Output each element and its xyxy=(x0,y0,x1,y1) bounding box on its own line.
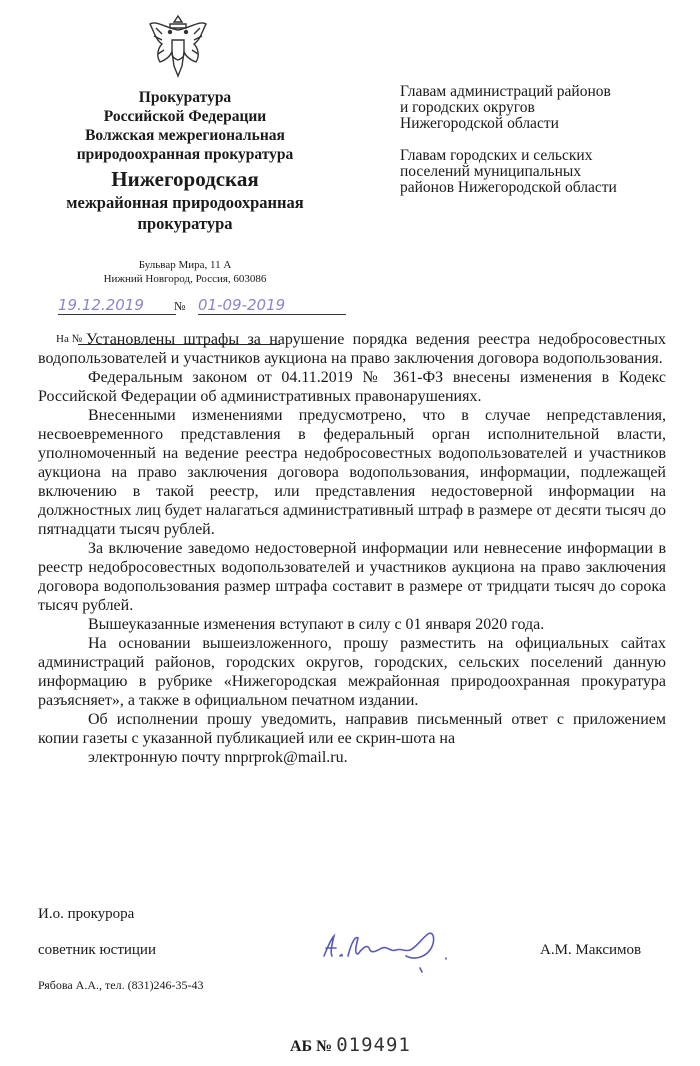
executor-info: Рябова А.А., тел. (831)246-35-43 xyxy=(38,978,204,992)
signer-name: А.М. Максимов xyxy=(540,942,642,958)
recipient-line: поселений муниципальных xyxy=(400,163,582,180)
paragraph: Федеральным законом от 04.11.2019 № 361-ФЗ внесены изменения в Кодекс Российской Федерации об административных правонарушениях. xyxy=(38,369,666,405)
recipient-line: Главам городских и сельских xyxy=(400,147,593,164)
registration-number: 01-09-2019 xyxy=(198,296,346,315)
form-number: 019491 xyxy=(336,1034,411,1056)
org-name-large: Нижегородская xyxy=(111,167,259,191)
paragraph: Об исполнении прошу уведомить, направив письменный ответ с приложением копии газеты с указанной публикацией или ее скрин-шота на xyxy=(38,711,666,747)
paragraph: Вышеуказанные изменения вступают в силу с 01 января 2020 года. xyxy=(88,616,545,633)
org-line: прокуратура xyxy=(137,214,233,233)
organization-header xyxy=(20,88,350,234)
recipient-block-1 xyxy=(400,84,682,132)
coat-of-arms-emblem xyxy=(146,10,210,82)
org-line: Волжская межрегиональная xyxy=(85,127,285,144)
signer-position: И.о. прокурора xyxy=(38,906,135,922)
reply-to-number-label: На № xyxy=(56,333,83,345)
handwritten-signature xyxy=(318,916,468,978)
form-series-label: АБ № xyxy=(290,1038,333,1055)
paragraph: Внесенными изменениями предусмотрено, что в случае непредставления, несвоевременного представления в федеральный орган исполнительной власти, уполномоченный на ведение реестра недобросовестных водопользователей и участников аукциона на право заключения договора водопользования, информации, подлежащей включению в такой реестр, или представления недостоверной информации на должностных лиц будет налагаться административный штраф в размере от десяти тысяч до пятнадцати тысяч рублей. xyxy=(38,407,666,538)
recipient-block-2 xyxy=(400,148,682,196)
org-line: Прокуратура xyxy=(138,89,232,106)
email-line: электронную почту nnprprok@mail.ru. xyxy=(88,749,348,766)
signer-rank: советник юстиции xyxy=(38,942,156,958)
paragraph: Установлены штрафы за нарушение порядка ведения реестра недобросовестных водопользователей и участников аукциона на право заключения договора водопользования. xyxy=(38,331,666,367)
letter-body xyxy=(38,330,666,767)
org-line: природоохранная прокуратура xyxy=(76,146,294,163)
address-line: Бульвар Мира, 11 А xyxy=(138,259,232,271)
form-series-stamp xyxy=(290,1034,411,1056)
registration-date: 19.12.2019 xyxy=(58,296,176,315)
recipient-line: Нижегородской области xyxy=(400,115,559,132)
paragraph: За включение заведомо недостоверной информации или невнесение информации в реестр недобросовестных водопользователей и участников аукциона на право заключения договора водопользования размер штрафа составит в размере от тридцати тысяч до сорока тысяч рублей. xyxy=(38,540,666,614)
recipient-line: и городских округов xyxy=(400,99,535,116)
registration-number-label: № xyxy=(174,299,186,313)
paragraph: На основании вышеизложенного, прошу разместить на официальных сайтах администраций районов, городских округов, городских, сельских поселений данную информацию в рубрике «Нижегородская межрайонная природоохранная прокуратура разъясняет», а также в официальном печатном издании. xyxy=(38,635,666,709)
org-address xyxy=(20,258,350,286)
org-line: межрайонная природоохранная xyxy=(66,193,304,212)
address-line: Нижний Новгород, Россия, 603086 xyxy=(103,273,267,285)
org-line: Российской Федерации xyxy=(103,108,267,125)
recipient-line: районов Нижегородской области xyxy=(400,179,617,196)
recipient-line: Главам администраций районов xyxy=(400,83,611,100)
registration-line xyxy=(58,296,348,318)
